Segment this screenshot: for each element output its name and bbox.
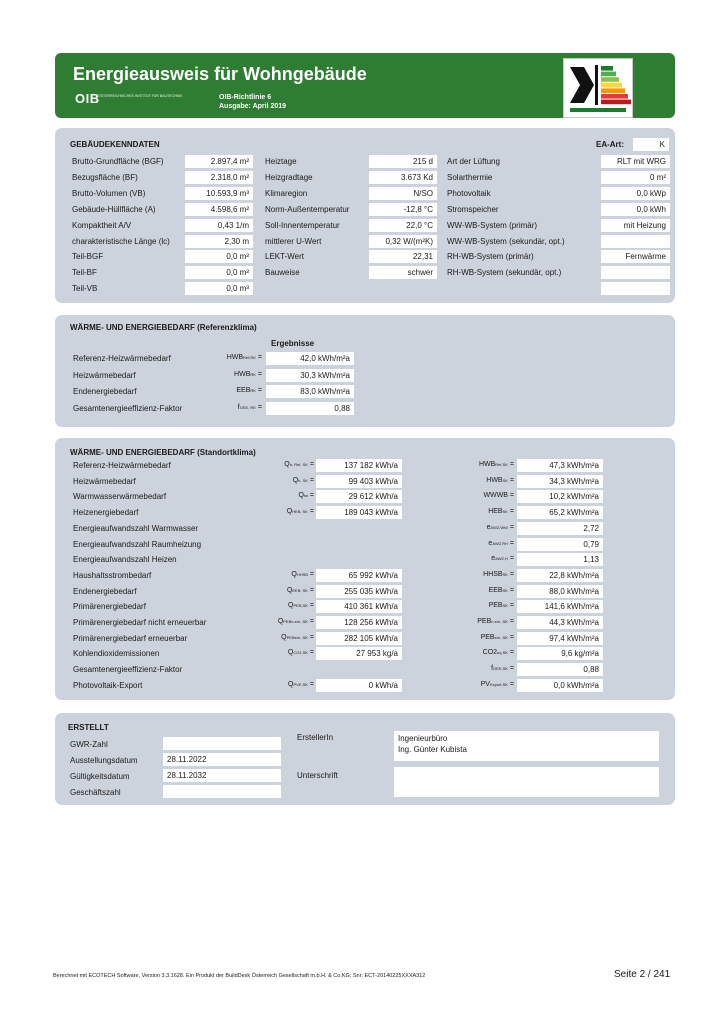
standort-label: Gesamtenergieeffizienz-Faktor <box>73 665 183 675</box>
standort-symbol-specific: HWBRef,SK = <box>478 461 514 468</box>
page-number: Seite 2 / 241 <box>614 969 671 980</box>
standort-value-specific: 88,0 kWh/m²a <box>517 585 603 598</box>
erstellt-heading: ERSTELLT <box>68 723 109 732</box>
standort-heading: WÄRME- UND ENERGIEBEDARF (Standortklima) <box>70 448 256 457</box>
standort-value-specific: 141,6 kWh/m²a <box>517 600 603 613</box>
standort-symbol-absolute: QPEB,SK = <box>288 602 314 610</box>
ersteller-label: ErstellerIn <box>297 733 334 742</box>
referenz-label: Gesamtenergieeffizienz-Faktor <box>73 403 183 413</box>
standort-label: Energieaufwandszahl Heizen <box>73 555 177 565</box>
energy-class-bar <box>601 100 631 105</box>
kenndaten-label: Norm-Außentemperatur <box>265 204 350 214</box>
standort-label: Primärenergiebedarf erneuerbar <box>73 633 188 643</box>
gwr-value <box>163 737 281 750</box>
kenndaten-heading: GEBÄUDEKENNDATEN <box>70 140 160 149</box>
standort-symbol-absolute: QCO2,SK = <box>287 649 314 657</box>
geschaeftszahl-label: Geschäftszahl <box>70 788 121 797</box>
standort-symbol-absolute: QHHSB = <box>291 570 314 578</box>
ausstellungsdatum-value: 28.11.2022 <box>163 753 281 766</box>
standort-value-specific: 97,4 kWh/m²a <box>517 632 603 645</box>
standort-label: Heizwärmebedarf <box>73 476 136 486</box>
kenndaten-label: Stromspeicher <box>447 204 499 214</box>
energy-scale-icon <box>564 59 632 117</box>
standort-label: Primärenergiebedarf <box>73 602 146 612</box>
standort-symbol-specific: eAWZ,RH = <box>488 539 514 547</box>
standort-value-specific: 0,79 <box>517 538 603 551</box>
ausgabe-label: Ausgabe: April 2019 <box>219 103 287 110</box>
standort-value-specific: 0,0 kWh/m²a <box>517 679 603 692</box>
referenz-symbol: HWBRef,RK = <box>226 354 262 361</box>
standort-symbol-specific: PVExport,SK = <box>480 680 514 688</box>
kenndaten-value: 215 d <box>369 155 437 168</box>
kenndaten-label: Solarthermie <box>447 172 493 182</box>
standort-value-absolute: 65 992 kWh/a <box>316 569 402 582</box>
kenndaten-value: 2.318,0 m² <box>185 171 253 184</box>
standort-value-absolute: 189 043 kWh/a <box>316 506 402 519</box>
kenndaten-value: RLT mit WRG <box>601 155 670 168</box>
kenndaten-value: 0,0 m² <box>185 250 253 263</box>
kenndaten-label: Gebäude-Hüllfläche (A) <box>72 204 156 214</box>
gueltigkeitsdatum-value: 28.11.2032 <box>163 769 281 782</box>
standort-label: Referenz-Heizwärmebedarf <box>73 461 171 470</box>
kenndaten-label: Teil-BGF <box>72 252 104 262</box>
standort-symbol-absolute: Qh, SK = <box>292 476 314 484</box>
kenndaten-value: 4.598,6 m² <box>185 203 253 216</box>
geschaeftszahl-value <box>163 785 281 798</box>
kenndaten-value <box>601 235 670 248</box>
kenndaten-value: 0 m² <box>601 171 670 184</box>
ergebnisse-label: Ergebnisse <box>271 339 315 348</box>
kenndaten-value: 2,30 m <box>185 235 253 248</box>
standort-value-specific: 10,2 kWh/m²a <box>517 490 603 503</box>
kenndaten-label: Brutto-Volumen (VB) <box>72 188 146 198</box>
standort-value-specific: 2,72 <box>517 522 603 535</box>
ea-art-label: EA-Art: <box>596 140 624 149</box>
referenz-heading: WÄRME- UND ENERGIEBEDARF (Referenzklima) <box>70 323 257 332</box>
standort-symbol-specific: HHSBSK = <box>483 570 514 578</box>
kenndaten-label: Bauweise <box>265 268 300 278</box>
unterschrift-box <box>394 767 659 797</box>
standort-symbol-specific: CO2eq,SK = <box>482 649 514 657</box>
kenndaten-label: Klimaregion <box>265 188 308 198</box>
kenndaten-label: Art der Lüftung <box>447 157 500 166</box>
ersteller-line2: Ing. Günter Kubista <box>398 745 467 754</box>
standort-value-absolute: 99 403 kWh/a <box>316 475 402 488</box>
kenndaten-label: Brutto-Grundfläche (BGF) <box>72 157 164 166</box>
referenz-symbol: HWBRK = <box>234 370 262 378</box>
standort-label: Energieaufwandszahl Raumheizung <box>73 539 202 549</box>
referenz-symbol: fGEE, RK = <box>237 403 262 411</box>
arrow-mark <box>570 67 594 103</box>
standort-symbol-absolute: Qh, Ref, SK = <box>284 461 314 468</box>
standort-label: Kohlendioxidemissionen <box>73 649 160 659</box>
standort-symbol-absolute: QPVE,SK = <box>288 680 314 688</box>
standort-value-absolute: 0 kWh/a <box>316 679 402 692</box>
ea-art-value: K <box>633 138 669 151</box>
standort-value-absolute: 128 256 kWh/a <box>316 616 402 629</box>
ausstellungsdatum-label: Ausstellungsdatum <box>70 756 138 765</box>
gebaeudekenndaten-panel <box>55 128 675 303</box>
energy-class-bar <box>601 88 625 93</box>
kenndaten-value: 0,0 m³ <box>185 282 253 295</box>
kenndaten-value: 22,0 °C <box>369 219 437 232</box>
kenndaten-label: Photovoltaik <box>447 188 491 198</box>
kenndaten-label: Kompaktheit A/V <box>72 220 132 230</box>
kenndaten-label: Teil-BF <box>72 268 97 278</box>
standort-value-absolute: 282 105 kWh/a <box>316 632 402 645</box>
referenz-value: 0,88 <box>266 402 354 415</box>
richtlinie-label: OIB-Richtlinie 6 <box>219 94 272 101</box>
standort-symbol-absolute: QPEBn.ern.,SK = <box>277 618 314 625</box>
standort-symbol-absolute: Qtw = <box>298 492 314 500</box>
referenz-label: Endenergiebedarf <box>73 387 137 396</box>
referenz-symbol: EEBRK = <box>236 387 262 394</box>
oib-logo: OIB <box>75 91 100 106</box>
kenndaten-label: Teil-VB <box>72 284 98 294</box>
energy-class-bar <box>601 94 628 99</box>
standort-value-absolute: 27 953 kg/a <box>316 647 402 660</box>
gueltigkeitsdatum-label: Gültigkeitsdatum <box>70 772 130 781</box>
kenndaten-value: 0,32 W/(m²K) <box>369 235 437 248</box>
kenndaten-value: 0,0 kWh <box>601 203 670 216</box>
standort-label: Warmwasserwärmebedarf <box>73 492 167 502</box>
standort-symbol-specific: eAWZ,WW = <box>486 523 514 531</box>
kenndaten-value: 10.593,9 m³ <box>185 187 253 200</box>
standort-value-absolute: 410 361 kWh/a <box>316 600 402 613</box>
standort-symbol-absolute: QPEBern.,SK = <box>281 633 314 641</box>
referenz-value: 42,0 kWh/m²a <box>266 352 354 365</box>
kenndaten-label: RH-WB-System (primär) <box>447 252 534 262</box>
gwr-label: GWR-Zahl <box>70 740 108 749</box>
standort-symbol-specific: fGEE,SK = <box>491 665 514 673</box>
kenndaten-value: 2.897,4 m² <box>185 155 253 168</box>
kenndaten-value: N/SO <box>369 187 437 200</box>
standort-value-specific: 0,88 <box>517 663 603 676</box>
standort-value-specific: 1,13 <box>517 553 603 566</box>
kenndaten-value <box>601 266 670 279</box>
kenndaten-value: 22,31 <box>369 250 437 263</box>
standort-value-absolute: 137 182 kWh/a <box>316 459 402 472</box>
kenndaten-label: LEKT-Wert <box>265 252 304 262</box>
oib-org-name: ÖSTERREICHISCHES INSTITUT FÜR BAUTECHNIK <box>98 94 183 98</box>
standort-symbol-specific: PEBSK = <box>488 602 514 610</box>
standort-value-absolute: 29 612 kWh/a <box>316 490 402 503</box>
ersteller-line1: Ingenieurbüro <box>398 734 448 743</box>
referenz-value: 30,3 kWh/m²a <box>266 369 354 382</box>
footer-text: Berechnet mit ECOTECH Software, Version 3.3.1628. Ein Produkt der BuildDesk Österreich Gesellschaft m.b.H. & Co.KG; Snr: ECT-20140225XXXA312 <box>53 973 426 979</box>
ersteller-box <box>394 731 659 761</box>
standort-label: Primärenergiebedarf nicht erneuerbar <box>73 618 207 627</box>
standort-symbol-specific: WWWB = <box>483 492 514 500</box>
standort-symbol-specific: PEBern.,SK = <box>480 633 514 641</box>
unterschrift-label: Unterschrift <box>297 771 338 780</box>
kenndaten-label: Heizgradtage <box>265 172 313 182</box>
standort-value-specific: 47,3 kWh/m²a <box>517 459 603 472</box>
kenndaten-label: WW-WB-System (sekundär, opt.) <box>447 236 565 246</box>
standort-label: Heizenergiebedarf <box>73 508 139 518</box>
kenndaten-label: Heiztage <box>265 157 297 166</box>
energy-class-bar <box>601 77 619 82</box>
kenndaten-value: -12,8 °C <box>369 203 437 216</box>
kenndaten-value: 0,0 m² <box>185 266 253 279</box>
standort-value-specific: 34,3 kWh/m²a <box>517 475 603 488</box>
kenndaten-value: mit Heizung <box>601 219 670 232</box>
kenndaten-label: WW-WB-System (primär) <box>447 220 538 230</box>
standort-label: Endenergiebedarf <box>73 586 137 596</box>
kenndaten-value: 3.673 Kd <box>369 171 437 184</box>
kenndaten-label: charakteristische Länge (lc) <box>72 236 170 246</box>
standort-value-specific: 22,8 kWh/m²a <box>517 569 603 582</box>
energy-class-bar <box>601 72 616 77</box>
standort-value-absolute: 255 035 kWh/a <box>316 585 402 598</box>
standort-value-specific: 44,3 kWh/m²a <box>517 616 603 629</box>
kenndaten-value: Fernwärme <box>601 250 670 263</box>
referenz-label: Referenz-Heizwärmebedarf <box>73 354 171 363</box>
energy-class-bar <box>601 66 613 71</box>
kenndaten-label: mittlerer U-Wert <box>265 236 322 246</box>
standort-symbol-specific: HEBSK = <box>488 508 514 516</box>
energy-class-bar <box>601 83 622 88</box>
standort-label: Photovoltaik-Export <box>73 680 143 690</box>
referenz-label: Heizwärmebedarf <box>73 370 136 380</box>
kenndaten-value: 0,0 kWp <box>601 187 670 200</box>
kenndaten-value <box>601 282 670 295</box>
standort-symbol-absolute: QEEB, SK = <box>286 586 314 594</box>
standort-label: Haushaltsstrombedarf <box>73 570 152 580</box>
standort-symbol-specific: EEBSK = <box>488 586 514 594</box>
standort-symbol-specific: eAWZ,H = <box>491 555 514 563</box>
standort-symbol-specific: PEBn.ern.,SK = <box>477 618 514 625</box>
kenndaten-value: schwer <box>369 266 437 279</box>
kenndaten-label: Bezugsfläche (BF) <box>72 172 138 182</box>
standort-value-specific: 65,2 kWh/m²a <box>517 506 603 519</box>
standort-value-specific: 9,6 kg/m²a <box>517 647 603 660</box>
kenndaten-label: Soll-Innentemperatur <box>265 220 340 230</box>
standort-label: Energieaufwandszahl Warmwasser <box>73 523 199 533</box>
referenz-value: 83,0 kWh/m²a <box>266 385 354 398</box>
standort-symbol-specific: HWBSK = <box>486 476 514 484</box>
standort-symbol-absolute: QHEB, SK = <box>286 508 314 516</box>
kenndaten-label: RH-WB-System (sekundär, opt.) <box>447 268 562 278</box>
kenndaten-value: 0,43 1/m <box>185 219 253 232</box>
document-title: Energieausweis für Wohngebäude <box>73 64 367 84</box>
energy-label-logo <box>563 58 633 118</box>
